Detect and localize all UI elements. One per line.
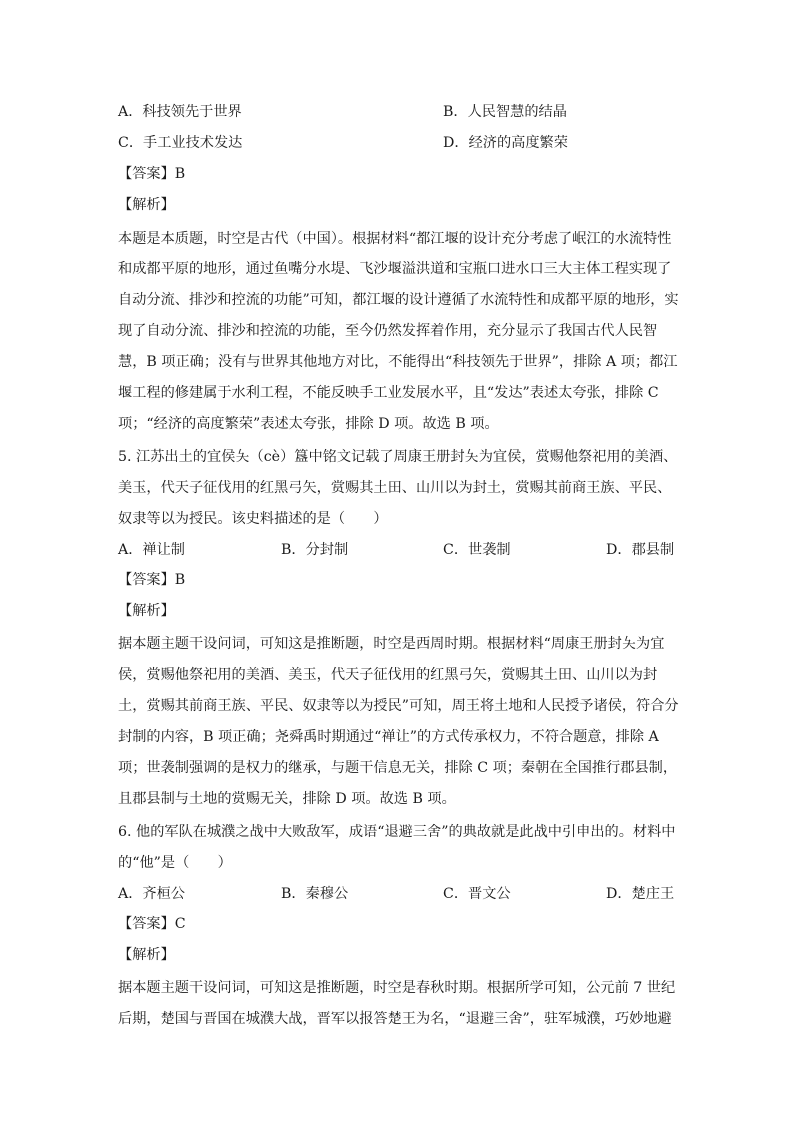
q5-stem-line: 5. 江苏出土的宜侯夨（cè）簋中铭文记载了周康王册封夨为宜侯，赏赐他祭祀用的美酒、	[118, 449, 678, 465]
q6-analysis-label: 【解析】	[118, 947, 175, 963]
q5-analysis-line: 项；世袭制强调的是权力的继承，与题干信息无关，排除 C 项；秦朝在全国推行郡县制，	[118, 760, 678, 776]
q5-option-a: A．禅让制	[118, 542, 185, 558]
q4-option-d: D．经济的高度繁荣	[443, 135, 568, 151]
q5-analysis-line: 侯，赏赐他祭祀用的美酒、美玉，代天子征伐用的红黑弓矢，赏赐其土田、山川以为封	[118, 667, 658, 683]
q6-option-d: D．楚庄王	[606, 886, 675, 902]
q4-answer: 【答案】B	[118, 166, 186, 182]
q5-analysis-line: 封制的内容，B 项正确；尧舜禹时期通过“禅让”的方式传承权力，不符合题意，排除 A	[118, 729, 659, 745]
q4-options-row-2	[118, 133, 678, 153]
q4-analysis-line: 现了自动分流、排沙和控流的功能，至今仍然发挥着作用，充分显示了我国古代人民智	[118, 323, 658, 339]
q6-analysis-line: 后期，楚国与晋国在城濮大战，晋军以报答楚王为名，“退避三舍”，驻军城濮，巧妙地避	[118, 1011, 672, 1027]
q6-analysis-line: 据本题主题干设问词，可知这是推断题，时空是春秋时期。根据所学可知，公元前 7 世纪	[118, 980, 676, 996]
q4-option-c: C．手工业技术发达	[118, 135, 243, 151]
q6-answer: 【答案】C	[118, 916, 186, 932]
q4-analysis-line: 本题是本质题，时空是古代（中国）。根据材料“都江堰的设计充分考虑了岷江的水流特性	[118, 231, 672, 247]
q5-answer: 【答案】B	[118, 572, 186, 588]
q4-analysis-line: 自动分流、排沙和控流的功能”可知，都江堰的设计遵循了水流特性和成都平原的地形，实	[118, 292, 679, 308]
q5-stem-line: 奴隶等以为授民。该史料描述的是（ ）	[118, 511, 388, 527]
q6-option-c: C．晋文公	[443, 886, 511, 902]
q5-option-d: D．郡县制	[606, 542, 675, 558]
q5-stem-line: 美玉，代天子征伐用的红黑弓矢，赏赐其土田、山川以为封土，赏赐其前商王族、平民、	[118, 480, 672, 496]
q4-analysis-line: 项；“经济的高度繁荣”表述太夸张，排除 D 项。故选 B 项。	[118, 416, 499, 432]
q5-analysis-line: 土，赏赐其前商王族、平民、奴隶等以为授民”可知，周王将土地和人民授予诸侯，符合分	[118, 698, 679, 714]
q5-option-b: B．分封制	[281, 542, 349, 558]
q5-analysis-label: 【解析】	[118, 603, 175, 619]
q4-analysis-line: 堰工程的修建属于水利工程，不能反映手工业发展水平，且“发达”表述太夸张，排除 C	[118, 385, 659, 401]
q6-option-a: A．齐桓公	[118, 886, 185, 902]
q4-option-a: A．科技领先于世界	[118, 104, 242, 120]
q5-analysis-line: 据本题主题干设问词，可知这是推断题，时空是西周时期。根据材料“周康王册封夨为宜	[118, 636, 665, 652]
q6-stem-line: 的“他”是（ ）	[118, 855, 232, 871]
q5-option-c: C．世袭制	[443, 542, 511, 558]
q4-options-row-1	[118, 102, 678, 122]
q6-stem-line: 6. 他的军队在城濮之战中大败敌军，成语“退避三舍”的典故就是此战中引申出的。材料中	[118, 824, 676, 840]
q6-options-row	[118, 884, 678, 904]
q4-analysis-label: 【解析】	[118, 197, 175, 213]
q4-option-b: B．人民智慧的结晶	[443, 104, 567, 120]
q5-options-row	[118, 540, 678, 560]
q5-analysis-line: 且郡县制与土地的赏赐无关，排除 D 项。故选 B 项。	[118, 791, 456, 807]
q4-analysis-line: 和成都平原的地形，通过鱼嘴分水堤、飞沙堰溢洪道和宝瓶口进水口三大主体工程实现了	[118, 261, 672, 277]
q4-analysis-line: 慧，B 项正确；没有与世界其他地方对比，不能得出“科技领先于世界”，排除 A 项；都江	[118, 354, 678, 370]
q6-option-b: B．秦穆公	[281, 886, 349, 902]
